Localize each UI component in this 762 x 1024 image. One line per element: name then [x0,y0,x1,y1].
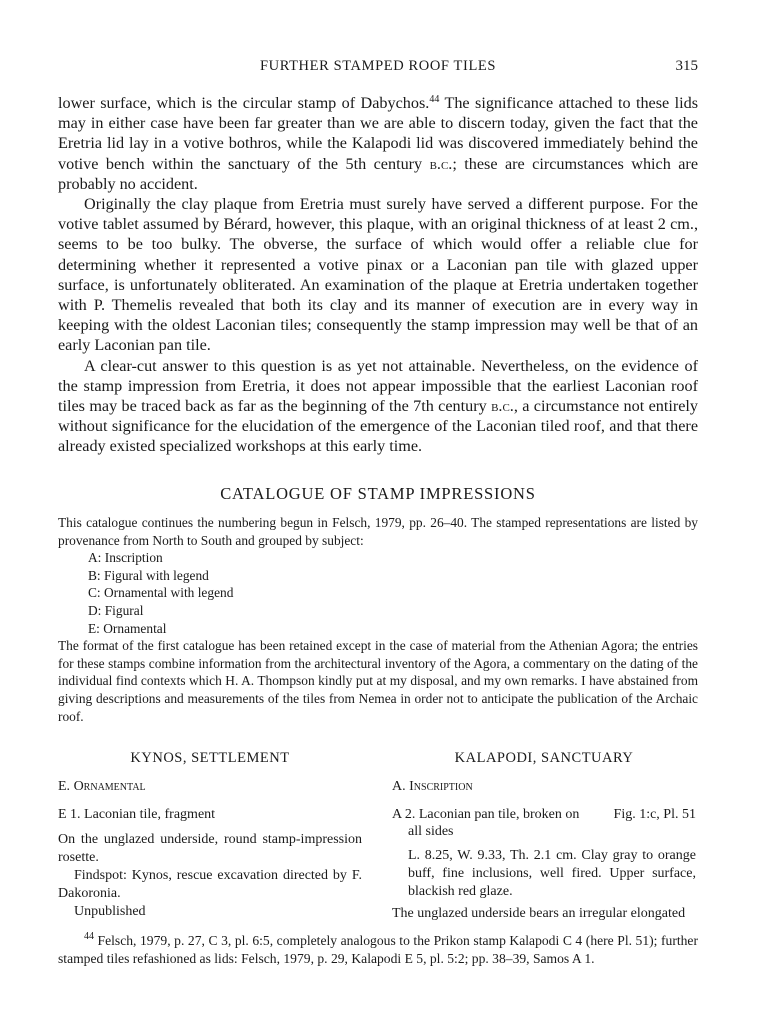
format-note: The format of the first catalogue has been retained except in the case of material from the Athenian Agora; the entries for these stamps combine information from the architectural inventory of the Agora, a commentary on the dating of the individual find contexts which H. A. Thompson kindly put at my disposal, and my own remarks. I have abstained from giving descriptions and measurements of the tiles from Nemea in order not to anticipate the publication of the Archaic roof. [58,638,698,724]
paragraph-1-part-a: lower surface, which is the circular stamp of Dabychos. [58,94,430,112]
paragraph-3-part-a: A clear-cut answer to this question is as yet not attainable. Nevertheless, on the evidence of the stamp impression from Eretria, it does not appear impossible that the earliest Laconian roof tiles may be traced back as far as the beginning of the 7th century [58,356,698,416]
footnote-44 [58,932,698,968]
entry-description: The unglazed underside bears an irregular elongated [392,905,686,921]
category-item: C: Ornamental with legend [88,585,234,601]
category-name: Inscription [409,778,473,794]
footnote-text [58,932,698,968]
catalogue-heading: CATALOGUE OF STAMP IMPRESSIONS [220,484,536,503]
footnote-body: Felsch, 1979, p. 27, C 3, pl. 6:5, completely analogous to the Prikon stamp Kalapodi C 4 (here Pl. 51); further stamped tiles refashioned as lids: Felsch, 1979, p. 29, Kalapodi E 5, pl. 5:2; pp. 38–39, Samos A 1. [58,933,698,966]
category-item: D: Figural [88,602,144,618]
paragraph-1 [58,93,698,194]
category-name: Ornamental [73,778,146,794]
category-item: B: Figural with legend [88,567,209,583]
catalogue-intro [58,514,698,725]
left-column [58,750,362,920]
page-number: 315 [675,58,698,74]
paragraph-2: Originally the clay plaque from Eretria must surely have served a different purpose. For the votive tablet assumed by Bérard, however, this plaque, with an original thickness of at least 2 cm., seems to be too bulky. The obverse, the surface of which would offer a reliable clue for determining whether it represented a votive pinax or a Laconian pan tile with glazed upper surface, is unfortunately obliterated. An examination of the plaque at Eretria undertaken together with P. Themelis revealed that both its clay and its manner of execution are in every way in keeping with the oldest Laconian tiles; consequently the stamp impression may well be that of an early Laconian pan tile. [58,195,698,355]
category-label [392,778,696,796]
paragraph-3-part-b: , a circumstance not entirely without significance for the elucidation of the emergence of the Laconian tiled roof, and that there already existed specialized workshops at this early time. [58,397,699,456]
footnote-number: 44 [84,931,94,942]
entry-description: On the unglazed underside, round stamp-impression rosette. [58,832,362,866]
site-heading-kynos: KYNOS, SETTLEMENT [130,750,290,766]
entry-title: A 2. Laconian pan tile, broken on [392,806,580,822]
right-column [392,750,696,922]
era-abbrev: b.c. [429,154,453,173]
era-abbrev: b.c. [491,397,514,416]
category-list [58,549,698,637]
running-title: FURTHER STAMPED ROOF TILES [259,58,497,74]
page-header [58,58,698,78]
footnote-ref-44[interactable]: 44 [429,94,440,105]
paragraph-1-part-b: The significance attached to these lids may in either case have been far greater than we are able to discern today, given the fact that the Eretria lid lay in a votive bothros, while the Kalapodi lid was discovered immediately behind the votive bench within the sanctuary of the 5th century [58,94,698,173]
paragraph-1-part-c: ; these are circumstances which are probably no accident. [58,154,698,193]
entry-title-row [392,806,696,824]
site-heading-kalapodi: KALAPODI, SANCTUARY [454,750,634,766]
figure-reference[interactable]: Fig. 1:c, Pl. 51 [613,806,696,822]
entry-title: E 1. Laconian tile, fragment [58,806,216,822]
category-label [58,778,362,796]
entry-title-continuation: all sides [408,824,454,840]
entry-measurements: L. 8.25, W. 9.33, Th. 2.1 cm. Clay gray to orange buff, fine inclusions, well fired. Upper surface, blackish red glaze. [408,848,696,899]
category-item: E: Ornamental [88,620,167,636]
catalogue-intro-text: This catalogue continues the numbering begun in Felsch, 1979, pp. 26–40. The stamped representations are listed by provenance from North to South and grouped by subject: [58,515,698,548]
main-text [58,93,698,457]
entry-publication: Unpublished [74,903,146,919]
category-letter: A. [392,778,410,794]
entry-findspot: Findspot: Kynos, rescue excavation directed by F. Dakoronia. [58,867,362,901]
category-letter: E. [58,778,74,794]
paragraph-3 [58,356,698,457]
category-item: A: Inscription [88,550,163,566]
